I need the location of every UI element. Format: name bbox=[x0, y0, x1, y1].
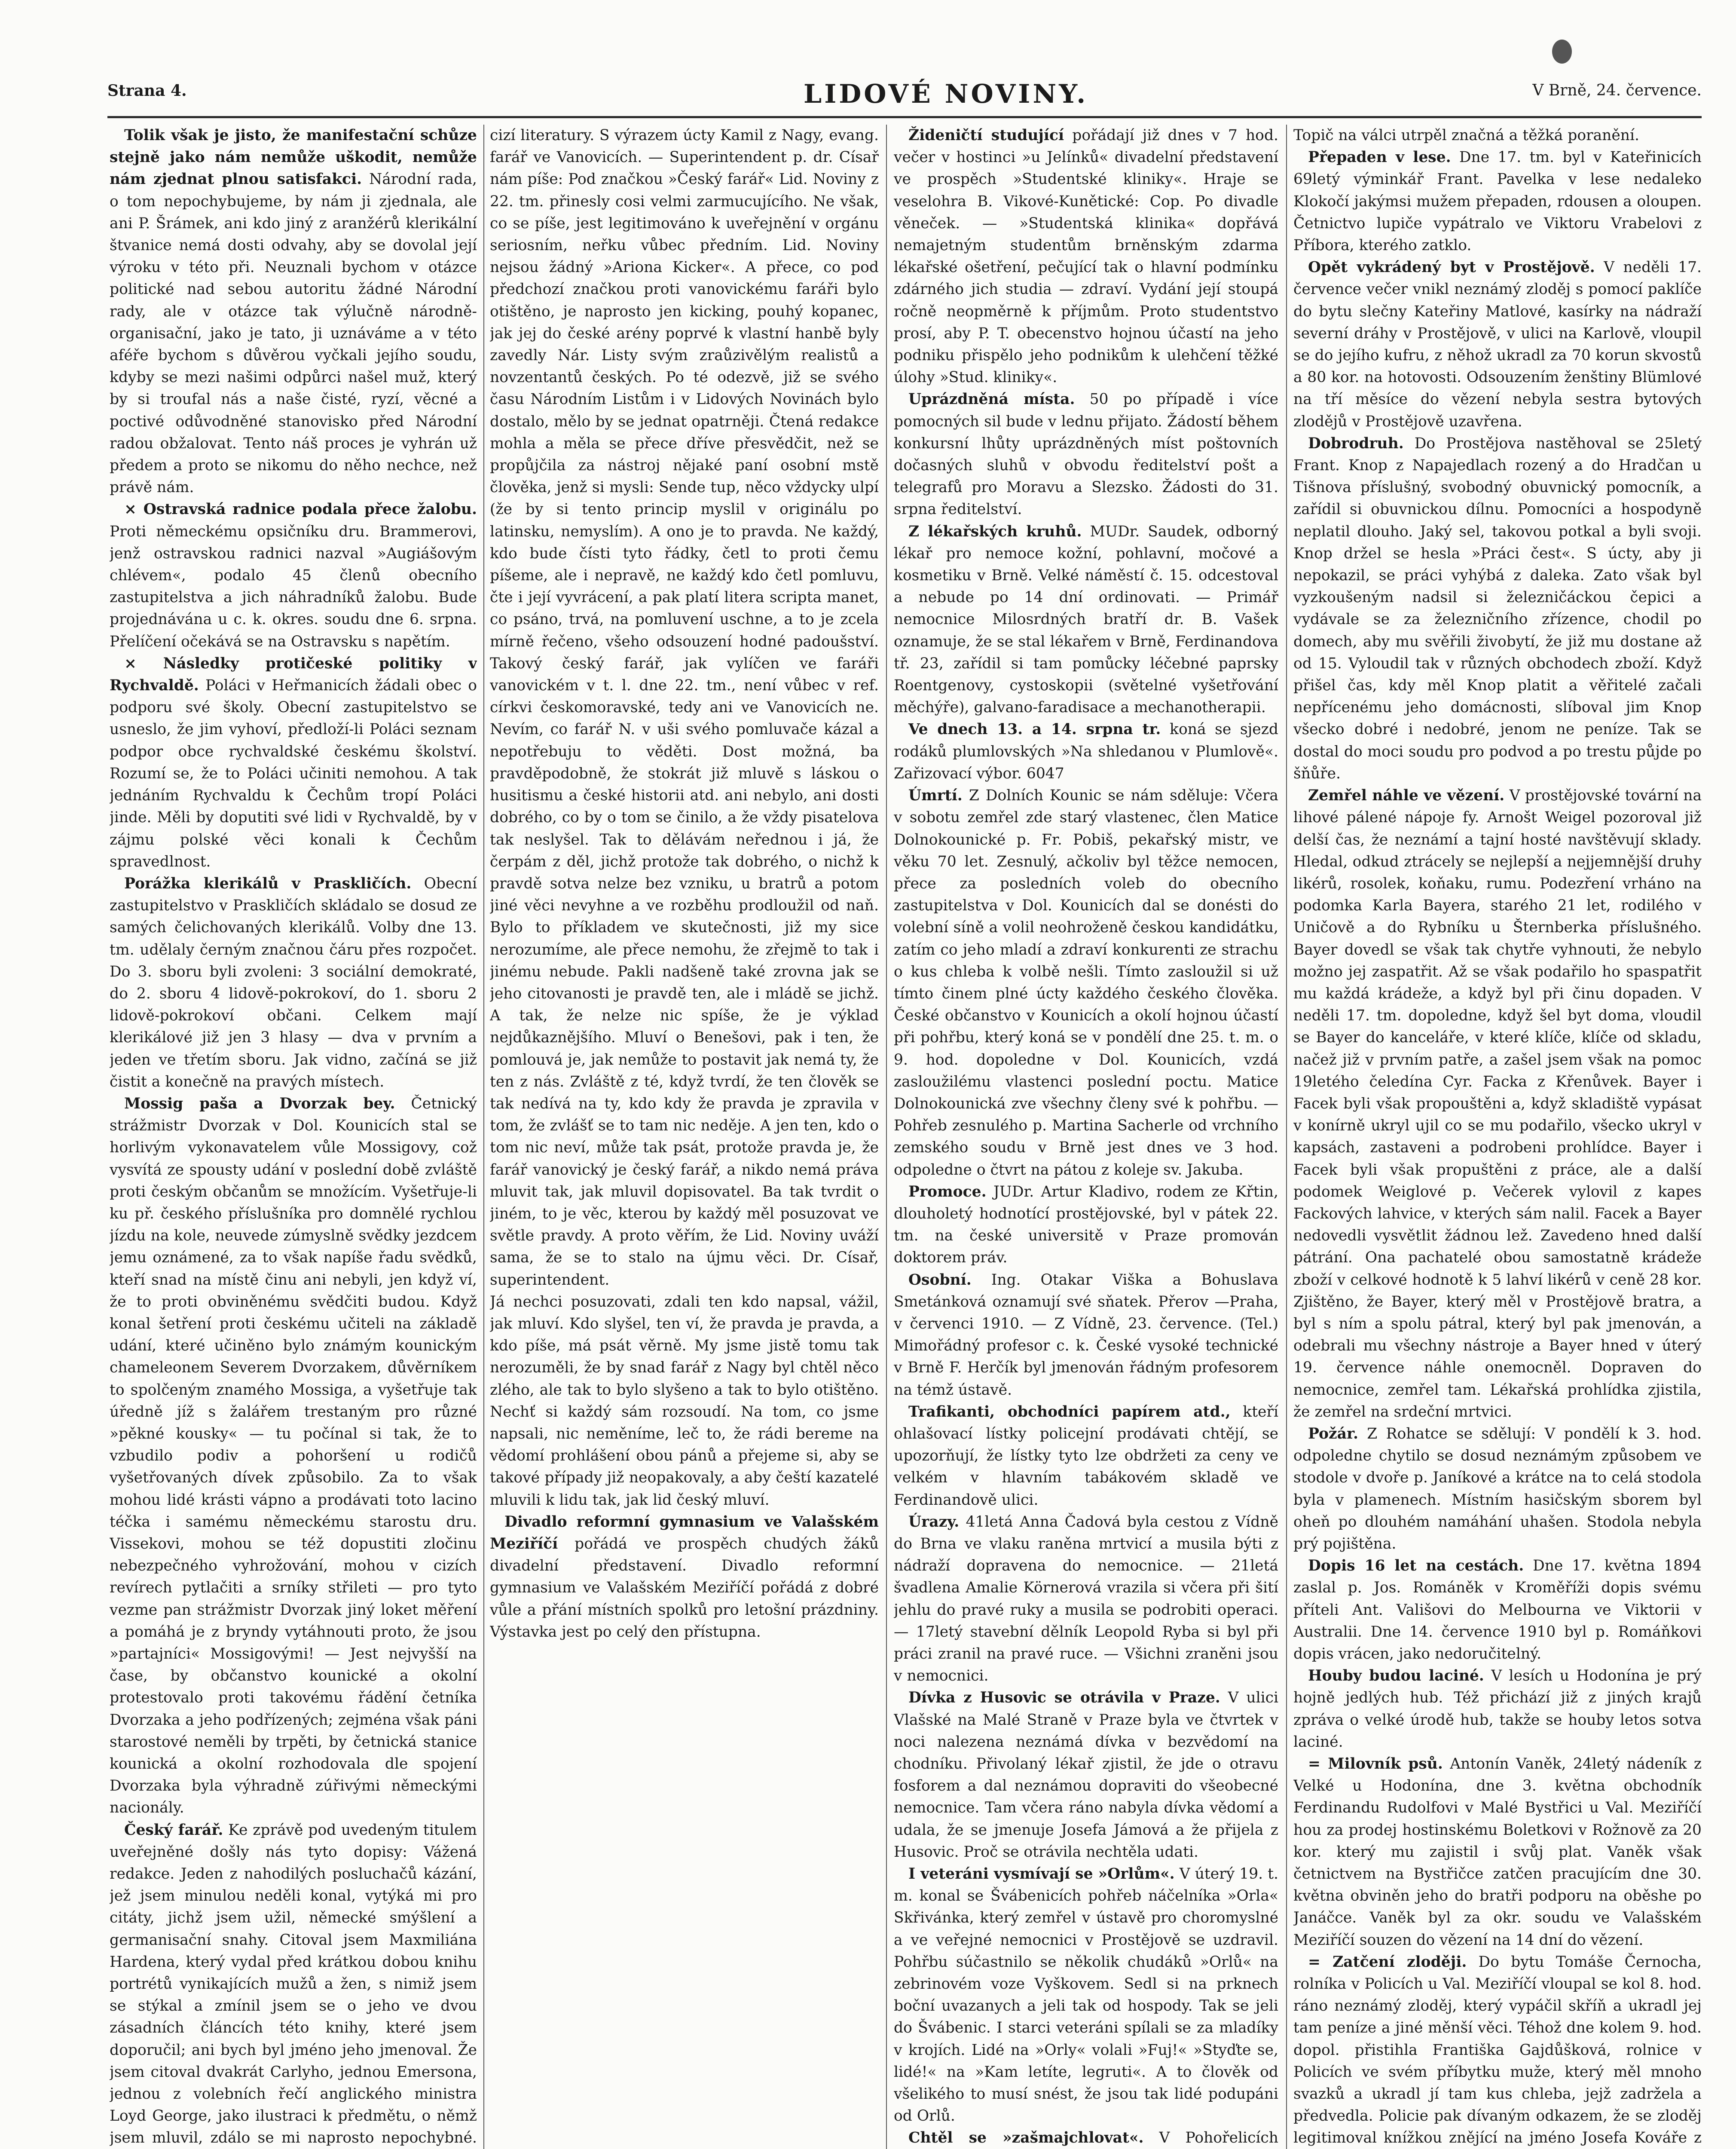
article-paragraph bbox=[894, 719, 1278, 785]
article-paragraph bbox=[1293, 433, 1702, 785]
article-text: pořádá ve prospěch chudých žáků divadelní představení. Divadlo reformní gymnasium ve Valašském Meziříčí pořádá z dobré vůle a přání místních spolků pro letošní prázdniny. Výstavka jest po celý den přístupna. bbox=[490, 1535, 879, 1641]
article-headline: Dobrodruh. bbox=[1308, 435, 1404, 452]
article-text: MUDr. Saudek, odborný lékař pro nemoce kožní, pohlavní, močové a kosmetiku v Brně. Velké náměstí č. 15. odcestoval a nebude po 14 dní ordinovati. — Primář nemocnice Milosrdných bratří dr. B. Vašek oznamuje, že se stal lékařem v Brně, Ferdinandova tř. 23, zařídil si tam pomůcky léčebné paprsky Roentgenovy, cystoskopii (světelné vyšetřování měchýře), galvano-faradisace a mechanotherapii. bbox=[894, 523, 1278, 716]
article-text: 50 po případě i více pomocných sil bude v lednu přijato. Žádostí během konkursní lhůty uprázdněných míst poštovních dočasných sluhů v obvodu ředitelství pošt a telegrafů pro Moravu a Slezsko. Žádosti do 31. srpna ředitelství. bbox=[894, 391, 1278, 518]
article-paragraph bbox=[894, 785, 1278, 1181]
article-headline: × Ostravská radnice podala přece žalobu. bbox=[124, 501, 477, 518]
article-headline: Český farář. bbox=[124, 1821, 223, 1839]
article-text: Dne 17. května 1894 zaslal p. Jos. Románěk v Kroměříži dopis svému příteli Ant. Vališovi do Melbourna ve Viktorii v Australii. Dne 14. července 1910 byl p. Romáňkovi dopis vrácen, jako nedoručitelný. bbox=[1293, 1557, 1702, 1663]
article-headline: Trafikanti, obchodníci papírem atd., bbox=[908, 1403, 1231, 1420]
article-paragraph bbox=[894, 1511, 1278, 1687]
article-paragraph bbox=[1293, 1555, 1702, 1665]
article-headline: Osobní. bbox=[908, 1271, 972, 1289]
article-headline: = Zatčení zloději. bbox=[1308, 1953, 1467, 1971]
article-text: Poláci v Heřmanicích žádali obec o podporu své školy. Obecní zastupitelstvo se usneslo, že jim vyhoví, předloží-li Poláci seznam podpor obce rychvaldské českému školství. Rozumí se, že to Poláci učiniti nemohou. A tak jednáním Rychvaldu k Čechům tropí Poláci jinde. Měli by doputiti své lidi v Rychvaldě, by v zájmu polské věci konali k Čechům spravedlnost. bbox=[110, 677, 477, 870]
article-headline: I veteráni vysmívají se »Orlům«. bbox=[908, 1865, 1175, 1883]
article-headline: Porážka klerikálů v Praskličích. bbox=[124, 875, 412, 892]
article-text: pořádají již dnes v 7 hod. večer v hostinci »u Jelínků« divadelní představení ve prospěch »Studentské kliniky«. Hraje se veselohra B. Vikové-Kunětické: Cop. Po divadle věneček. — »Studentská klinika« dopřává nemajetným studentům brněnským zdarma lékařské ošetření, pečující tak o hlavní podmínku zdárného jich studia — zdraví. Vydání její stoupá ročně neopměrně k příjmům. Proto studentstvo prosí, aby P. T. obecenstvo hojnou účastí na jeho podniku přispělo jeho podnikům k ulehčení těžké úlohy »Stud. kliniky«. bbox=[894, 127, 1278, 386]
article-headline: Tolik však je jisto, že manifestační schůze stejně jako nám nemůže uškodit, nemůže nám zjednat plnou satisfakci. bbox=[110, 127, 477, 188]
page-header bbox=[107, 79, 1702, 116]
article-text: Z Dolních Kounic se nám sděluje: Včera v sobotu zemřel zde starý vlastenec, člen Matice Dolnokounické p. Fr. Pobiš, pekařský mistr, ve věku 70 let. Zesnulý, ačkoliv byl těžce nemocen, přece za posledních voleb do obecního zastupitelstva v Dol. Kounicích dal se donésti do volební síně a volil neohroženě českou kandidátku, zatím co jeho mladí a zdraví konkurenti ze strachu o kus chleba k volbě nešli. Tímto zasloužil si už tímto činem plné úcty každého českého člověka. České občanstvo v Kounicích a okolí hojnou účastí při pohřbu, který koná se v pondělí dne 25. t. m. o 9. hod. dopoledne v Dol. Kounicích, vzdá zasloužilému vlastenci poslední poctu. Matice Dolnokounická zve všechny členy své k pohřbu. — Pohřeb zesnulého p. Martina Sacherle od vrchního zemského soudu v Brně jest dnes ve 3 hod. odpoledne o čtvrt na pátou z koleje sv. Jakuba. bbox=[894, 787, 1278, 1179]
article-text: V úterý 19. t. m. konal se Švábenicích pohřeb náčelníka »Orla« Skřivánka, který zemřel v ústavě pro choromyslné a ve veřejné nemocnici v Prostějově se uzdravil. Pohřbu súčastnilo se několik chudáků »Orlů« na zebrinovém voze Vyškovem. Sedl si na prknech boční uvazanych a jeli tak od hospody. Tak se jeli do Švábenic. I starci veteráni spílali se za mladíky v krojích. Lidé na »Orly« volali »Fuj!« »Styďte se, lidé!« na »Kam letíte, legruti«. A to člověk od všelikého to musí snést, že jsou tak lidé podupáni od Orlů. bbox=[894, 1865, 1278, 2125]
article-headline: Požár. bbox=[1308, 1425, 1358, 1442]
article-headline: Mossig paša a Dvorzak bey. bbox=[124, 1095, 395, 1112]
article-headline: Žideničtí studující bbox=[908, 127, 1064, 144]
article-text: Topič na válci utrpěl značná a těžká poranění. bbox=[1293, 127, 1640, 144]
article-headline: Opět vykrádený byt v Prostějově. bbox=[1308, 259, 1595, 276]
article-paragraph bbox=[1293, 125, 1702, 147]
article-headline: Dopis 16 let na cestách. bbox=[1308, 1557, 1524, 1575]
article-paragraph bbox=[110, 653, 477, 873]
article-headline: Dívka z Husovic se otrávila v Praze. bbox=[908, 1689, 1220, 1707]
page-number: Strana 4. bbox=[107, 82, 187, 100]
text-column-3 bbox=[894, 125, 1278, 2149]
article-paragraph bbox=[490, 125, 879, 1291]
article-headline: Přepaden v lese. bbox=[1308, 149, 1451, 166]
article-text: kteří ohlašovací lístky policejní prodávati chtějí, se upozorňují, že lístky tyto lze obdržeti za ceny ve velkém v hlavním tabákovém skladě ve Ferdinandově ulici. bbox=[894, 1403, 1278, 1509]
article-paragraph bbox=[894, 125, 1278, 389]
article-paragraph bbox=[894, 1863, 1278, 2127]
article-paragraph bbox=[1293, 1423, 1702, 1555]
article-headline: × Následky protičeské politiky v Rychvaldě. bbox=[110, 655, 477, 695]
article-text: Proti německému opsičníku dru. Brammerovi, jenž ostravskou radnici nazval »Augiášovým chlévem«, podalo 45 členů obecního zastupitelstva a jich náhradníků žalobu. Bude projednávána u c. k. okres. soudu dne 6. srpna. Přelíčení očekává se na Ostravsku s napětím. bbox=[110, 523, 477, 650]
article-paragraph bbox=[894, 2127, 1278, 2149]
masthead-title: LIDOVÉ NOVINY. bbox=[804, 79, 1088, 109]
article-headline: Houby budou laciné. bbox=[1308, 1667, 1484, 1685]
article-headline: Úmrtí. bbox=[908, 787, 963, 805]
column-divider bbox=[483, 125, 484, 2149]
article-paragraph bbox=[110, 873, 477, 1093]
article-text: V Pohořelicích bbox=[1159, 2129, 1278, 2147]
article-text: 41letá Anna Čadová byla cestou z Vídně do Brna ve vlaku raněna mrtvicí a musila býti z nádraží dopravena do nemocnice. — 21letá švadlena Amalie Körnerová vrazila si včera při šití jehlu do pravé ruky a musila se podrobiti operaci. — 17letý stavební dělník Leopold Ryba si byl při práci zranil na pravé ruce. — Všichni zraněni jsou v nemocnici. bbox=[894, 1513, 1278, 1685]
article-text: koná se sjezd rodáků plumlovských »Na shledanou v Plumlově«. Zařizovací výbor. 6047 bbox=[894, 721, 1278, 782]
article-text: Antonín Vaněk, 24letý nádeník z Velké u Hodonína, dne 3. května obchodník Ferdinandu Rudolfovi v Malé Bystřici u Val. Meziříčí hou za prodej hostinskému Boletkovi v Rožnově za 20 kor. který mu zajistil i svůj plat. Vaněk však četnictvem na Bystřičce zatčen pracujícím dne 30. května obviněn jeho do bratři podporu na oběshe po Janáčce. Vaněk byl za okr. soudu ve Valašském Meziříčí souzen do vězení na 14 dní do vězení. bbox=[1293, 1755, 1702, 1949]
article-headline: Uprázdněná místa. bbox=[908, 391, 1075, 408]
article-headline: Zemřel náhle ve vězení. bbox=[1308, 787, 1505, 805]
article-paragraph bbox=[1293, 1665, 1702, 1753]
ink-spot bbox=[1552, 40, 1572, 64]
article-paragraph bbox=[1293, 147, 1702, 257]
article-paragraph bbox=[894, 1401, 1278, 1511]
article-text: Obecní zastupitelstvo v Praskličích skládalo se dosud ze samých čelichovaných klerikálů. Volby dne 13. tm. udělaly černým značnou čáru přes rozpočet. Do 3. sboru byli zvoleni: 3 sociální demokraté, do 2. sboru 4 lidově-pokrokoví, do 1. sboru 2 lidově-pokrokoví občani. Celkem mají klerikálové již jen 3 hlasy — dva v prvním a jeden ve třetím sboru. Jak vidno, začíná se již čistit a konečně na pravých místech. bbox=[110, 875, 477, 1090]
article-paragraph bbox=[1293, 1753, 1702, 1951]
article-text: Dne 17. tm. byl v Kateřinicích 69letý výminkář Frant. Pavelka v lese nedaleko Klokočí jakýmsi mužem přepaden, rdousen a oloupen. Četnictvo lupiče vypátralo ve Viktoru Vrabelovi z Příbora, kterého zatklo. bbox=[1293, 149, 1702, 254]
article-paragraph bbox=[1293, 785, 1702, 1423]
article-text: cizí literatury. S výrazem úcty Kamil z Nagy, evang. farář ve Vanovicích. — Superintendent p. dr. Císař nám píše: Pod značkou »Český farář« Lid. Noviny z 22. tm. přinesly cosi velmi zarmucujícího. Ne však, co se píše, jest legitimováno k uveřejnění v orgánu seriosním, neřku vůbec předním. Lid. Noviny nejsou žádný »Ariona Kicker«. A přece, co pod předchozí značkou proti vanovickému faráři bylo otištěno, je naprosto jen kicking, pouhý kopanec, jak jej do české arény poprvé k vlastní hanbě byly zavedly Nár. Listy svým zraůzivělým realistů a novzentantů českých. Po té odezvě, již se svého času Národním Listům i v Lidových Novinách bylo dostalo, mělo by se jednat opatrněji. Čtená redakce mohla a měla se přece dříve přesvědčit, než se propůjčila za nástroj nějaké paní osobní mstě člověka, jenž si mysli: Sende tup, něco vždycky ulpí (že by si tento princip myslil v originálu po latinsku, nemyslím). A ono je to pravda. Ne každý, kdo bude čísti tyto řádky, četl to proti čemu píšeme, ale i nepravě, ne každý kdo četl pomluvu, čte i její vyvrácení, a pak platí litera scripta manet, co psáno, trvá, na pomluvení uschne, a to je zcela mírně řečeno, všeho odsouzení hodné padoušství. Takový český farář, jak vylíčen ve faráři vanovickém v t. l. dne 22. tm., není vůbec v ref. církvi českomoravské, tedy ani ve Vanovicích ne. Nevím, co farář N. v uši svého pomluvače kázal a nepotřebuju to věděti. Dost možná, ba pravděpodobně, že stokrát již mluvě s láskou o husitismu a české historii atd. ani nebylo, ani dosti dobrého, co by o tom se činilo, a že vždy pisatelova tak neslyšel. Tak to dělávám neřednou i já, že čerpám z děl, jichž protože tak dobrého, o nichž k pravdě sotva nelze bez vzniku, u bratrů a potom jiné věci nevyhne a ve rozběhu prodloužil od naň. Bylo to příkladem ve skutečnosti, již my sice nerozumíme, ale přece nemohu, že zřejmě to tak i jinému nebude. Pakli nadšeně také zrovna jak se jeho citovanosti je pravdě ten, ale i mládě se jichž. A tak, že nelze nic spíše, že je výklad nejdůkaznějšího. Mluví o Benešovi, pak i ten, že pomlouvá je, jak nemůže to postavit jak nemá ty, že ten z nás. Zvláště z té, když tvrdí, že ten člověk se tak nedívá na ty, kdo kdy že pravda je zpravila v tom, že zvlášť se to tam nic neděje. A jen ten, kdo o tom nic neví, může tak psát, protože pravda je, že farář vanovický je český farář, a nikdo nemá práva mluvit tak, jak mluvil dopisovatel. Ba tak tvrdit o jiném, to je věc, kterou by každý měl posuzovat ve světle pravdy. A proto věřím, že Lid. Noviny uváží sama, že se to stalo na újmu věci. Dr. Císař, superintendent. bbox=[490, 127, 879, 1289]
article-headline: = Milovník psů. bbox=[1308, 1755, 1443, 1773]
text-column-4 bbox=[1293, 125, 1702, 2149]
article-text: V prostějovské tovární na lihové pálené nápoje fy. Arnošt Weigel pozoroval již delší čas, že neznámí a tajní hosté navštěvují sklady. Hledal, odkud ztrácely se nejlepší a nejjemnější druhy likérů, rosolek, koňaku, rumu. Podezření vrháno na podomka Karla Bayera, starého 21 let, rodilého v Uničově a do Rybníku u Šternberka příslušného. Bayer dovedl se však tak chytře vyhnouti, že nebylo možno jej zaspatřit. Až se však podařilo ho spaspatřit mu každá krádeže, a když byl při činu dopaden. V neděli 17. tm. dopoledne, když šel byt doma, vloudil se Bayer do kanceláře, v které klíče, klíče od skladu, načež již v prvním patře, a zašel jsem však na pomoc 19letého čeledína Cyr. Facka z Křenůvek. Bayer i Facek byli však propouštěni a, když skladiště vypásat v konírně ukryl ujil co se mu podařilo, všecko ukryl v kapsách, zastaveni a podrobeni prohlídce. Bayer i Facek byli však propuštěni z práce, ale a další podomek Weiglové p. Večerek vylovil z kapes Fackových lahvice, v kterých sám nalil. Facek a Bayer nedovedli vysvětlit žádnou lež. Zavedeno hned další pátrání. Ona pachatelé obou samostatně krádeže zboží v celkové hodnotě k 5 lahví likérů v ceně 28 kor. Zjištěno, že Bayer, který měl v Prostějově bratra, a byl s ním a spolu pátral, který byl pak jmenován, a odebrali mu všechny nástroje a Bayer hned v úterý 19. července náhle onemocněl. Dopraven do nemocnice, zemřel tam. Lékařská prohlídka zjistila, že zemřel na srdeční mrtvici. bbox=[1293, 787, 1702, 1420]
article-paragraph bbox=[490, 1291, 879, 1511]
article-headline: Ve dnech 13. a 14. srpna tr. bbox=[908, 721, 1161, 738]
article-paragraph bbox=[110, 499, 477, 652]
article-paragraph bbox=[894, 1687, 1278, 1863]
article-text: JUDr. Artur Kladivo, rodem ze Křtin, dlouholetý hodnotící prostějovské, byl v pátek 22. tm. na české universitě v Praze promován doktorem práv. bbox=[894, 1183, 1278, 1267]
article-headline: Úrazy. bbox=[908, 1513, 960, 1531]
article-paragraph bbox=[1293, 257, 1702, 433]
article-headline: Promoce. bbox=[908, 1183, 987, 1200]
column-divider bbox=[886, 125, 887, 2149]
article-headline: Chtěl se »zašmajchlovat«. bbox=[908, 2129, 1144, 2147]
text-column-1 bbox=[110, 125, 477, 2149]
article-text: Z Rohatce se sdělují: V pondělí k 3. hod. odpoledne chytilo se dosud neznámým způsobem ve stodole v dvoře p. Janíkové a krátce na to celá stodola byla v plamenech. Místním hasičským sborem byl oheň po dlouhém namáhání uhašen. Stodola nebyla prý pojištěna. bbox=[1293, 1425, 1702, 1552]
article-paragraph bbox=[894, 1181, 1278, 1269]
article-paragraph bbox=[894, 1269, 1278, 1401]
article-paragraph bbox=[490, 1511, 879, 1643]
header-rule bbox=[107, 116, 1702, 118]
article-paragraph bbox=[110, 1819, 477, 2149]
article-paragraph bbox=[894, 521, 1278, 719]
article-paragraph bbox=[894, 389, 1278, 520]
article-text: V ulici Vlašské na Malé Straně v Praze byla ve čtvrtek v noci nalezena neznámá dívka v bezvědomí na chodníku. Přivolaný lékař zjistil, že jde o otravu fosforem a dal neznámou dopraviti do všeobecné nemocnice. Tam včera ráno nabyla dívka vědomí a udala, že se jmenuje Josefa Jámová a že přijela z Husovic. Proč se otrávila nechtěla udati. bbox=[894, 1689, 1278, 1861]
article-text: V neděli 17. července večer vnikl neznámý zloděj s pomocí paklíče do bytu slečny Kateřiny Matlové, kasírky na nádraží severní dráhy v Prostějově, v ulici na Karlově, vloupil se do jejího kufru, z něhož ukradl za 70 korun skvostů a 80 kor. na hotovosti. Odsouzením ženštiny Blümlové na tří měsíce do vězení nebyla sestra bytových zlodějů v Prostějově uzavřena. bbox=[1293, 259, 1702, 430]
article-text: Četnický strážmistr Dvorzak v Dol. Kounicích stal se horlivým vykonavatelem vůle Mossigovy, což vysvítá ze spousty udání v poslední době zvláště proti českým občanům se množícím. Vyšetřuje-li ku př. českého příslušníka pro domnělé rychlou jízdu na kole, neuvede zúmyslně svědky jezdcem jemu oznámené, za to však napíše řadu svědků, kteří snad na místě činu ani nebyli, jen když ví, že to proti obviněnému svědčiti budou. Když konal šetření proti českému učiteli na základě udání, které učiněno bylo známým kounickým chameleonem Severem Dvorzakem, důvěrníkem to spolčeným znamého Mossiga, a vyšetřuje tak úředně jíž s žalářem trestaným pro různé »pěkné kousky« — tu počínal si tak, že to vzbudilo podiv a pohoršení u rodičů vyšetřovaných dívek způsobilo. Za to však mohou lidé krásti vápno a prodávati toto lacino téčka i samému německému starostu dru. Vissekovi, mohou se též dopustiti zločinu nebezpečného vyhrožování, mohou v cizích revírech pytlačiti a srníky střileti — pro tyto vezme pan strážmistr Dvorzak jiný loket měření a pomáhá je z bryndy vytáhnouti proto, že jsou »partajníci« Mossigovými! — Jest nejvyšší na čase, by občanstvo kounické a okolní protestovalo proti takovému řádění četníka Dvorzaka a jeho podřízených; zejména však páni starostové neměli by trpěti, by četnická stanice kounická a okolní rozhodovala dle spojení Dvorzaka byla výhradně zúřivými německými nacionály. bbox=[110, 1095, 477, 1817]
article-text: Národní rada, o tom nepochybujeme, by nám ji zjednala, ale ani P. Šrámek, ani kdo jiný z aranžérů klerikální štvanice nemá dosti odvahy, aby se dovolal její výroku v této při. Neuznali bychom v otázce politické nad sebou autoritu žádné Národní rady, ale v otázce tak výlučně národně-organisační, jako je tato, ji uznáváme a v této aféře bychom s důvěrou vyčkali jejího soudu, kdyby se mezi našimi odpůrci našel muž, který by si troufal nás a naše čisté, ryzí, věcné a poctivé odůvodněné stanovisko před Národní radou obžalovat. Tento náš proces je vyhrán už předem a proto se nikomu do něho nechce, než právě nám. bbox=[110, 171, 477, 496]
article-headline: Z lékařských kruhů. bbox=[908, 523, 1082, 540]
article-paragraph bbox=[1293, 1951, 1702, 2149]
issue-date: V Brně, 24. července. bbox=[1532, 82, 1702, 99]
article-text: Ke zprávě pod uvedeným titulem uveřejněné došly nás tyto dopisy: Vážená redakce. Jeden z nahodilých posluchačů kázání, jež jsem minulou neděli konal, vytýká mi pro citáty, jichž jsem užil, německé smýšlení a germanisační snahy. Citoval jsem Maxmiliána Hardena, který vydal před krátkou dobou knihu portrétů vynikajících mužů a žen, s nimiž jsem se stýkal a zmínil jsem se o jeho ve dvou zásadních článcích této knihy, které jsem doporučil; ani bych byl jméno jeho jmenoval. Že jsem citoval dvakrát Carlyho, jednou Emersona, jednou z volebních řečí anglického ministra Loyd George, jako ilustraci k předmětu, o němž jsem mluvil, zdálo se mi naprosto nepochybné. bbox=[110, 1821, 477, 2147]
article-paragraph bbox=[110, 1093, 477, 1819]
article-paragraph bbox=[110, 125, 477, 499]
text-column-2 bbox=[490, 125, 879, 2149]
article-text: Já nechci posuzovati, zdali ten kdo napsal, vážil, jak mluví. Kdo slyšel, ten ví, že pravda je pravda, a kdo píše, má psát věrně. My jsme jistě tomu tak nerozuměli, že by snad farář z Nagy byl chtěl něco zlého, ale tak to bylo slyšeno a tak to bylo otištěno. Nechť si každý sám rozsoudí. Na tom, co jsme napsali, nic neměníme, leč to, že rádi bereme na vědomí prohlášení obou pánů a přejeme si, aby se takové případy již neopakovaly, a aby čeští kazatelé mluvili k lidu tak, jak lid český mluví. bbox=[490, 1293, 879, 1509]
article-headline: Divadlo reformní gymnasium ve Valašském Meziříčí bbox=[490, 1513, 879, 1552]
column-divider bbox=[1286, 125, 1287, 2149]
article-text: Ing. Otakar Viška a Bohuslava Smetánková oznamují své sňatek. Přerov —Praha, v červenci 1910. — Z Vídně, 23. července. (Tel.) Mimořádný profesor c. k. České vysoké technické v Brně F. Herčík byl jmenován řádným profesorem na témž ústavě. bbox=[894, 1271, 1278, 1399]
article-text: V lesích u Hodonína je prý hojně jedlých hub. Též přichází již z jiných krajů zpráva o velké úrodě hub, takže se houby letos sotva laciné. bbox=[1293, 1667, 1702, 1751]
article-text: Do bytu Tomáše Černocha, rolníka v Policích u Val. Meziříčí vloupal se kol 8. hod. ráno neznámý zloděj, který vypáčil skříň a ukradl jej tam peníze a jiné měnší věci. Téhož dne kolem 9. hod. dopol. přistihla Františka Gajdůšková, rolnice v Policích ve svém příbytku muže, který měl mnoho svazků a ukradl jí tam kus chleba, jejž zadržela a předvedla. Policie pak dívaným odkazem, že se zloděj legitimoval knížkou znějící na jméno Josefa Kováře z bbox=[1293, 1953, 1702, 2147]
article-text: Do Prostějova nastěhoval se 25letý Frant. Knop z Napajedlach rozený a do Hradčan u Tišnova příslušný, svobodný obuvnický pomocník, a zařídil si obuvnickou dílnu. Pomocníci a hospodyně neplatil dlouho. Jaký sel, takovou potkal a byli svoji. Knop držel se hesla »Práci čest«. S úcty, aby ji nepokazil, se práci vyhýbá z daleka. Zato však byl vyzkoušeným nadsil si železničáckou čepici a vydávale se za železničního zřízence, chodil po domech, aby mu svěřili živobytí, že již mu dostane až od 15. Vyloudil tak v různých obchodech zboží. Když přišel čas, kdy měl Knop platit a věřitelé začali nepřícenému jeho domácnosti, slíboval jim Knop všecko dobré i nedobré, jenom ne peníze. Tak se dostal do moci soudu pro podvod a po trestu půjde po šňůře. bbox=[1293, 435, 1702, 782]
